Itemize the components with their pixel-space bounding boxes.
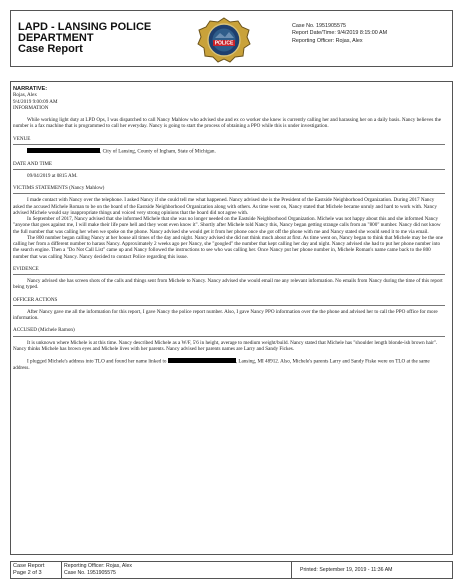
narrative-label: NARRATIVE:	[13, 86, 48, 92]
date-time-heading: DATE AND TIME	[13, 160, 53, 167]
redacted-address	[168, 358, 236, 363]
section-divider	[13, 169, 445, 170]
footer-doc-info	[11, 562, 61, 578]
intro-paragraph: While working light duty at LPD Ops, I was dispatched to call Nancy Mahlow who advised she and ex co worker she knew is currently calling her and harassing her on a daily basis. Nancy believes the number is a fax machine that is programmed to call her everyday. Nancy is going to start the process of obtaining a PPO while this is under investigation.	[13, 117, 441, 130]
accused-paragraph-2-part-b: , Lansing, MI 48912. Also, Michele's parents Larry and Sandy Fiske were on TLO at the same address.	[13, 358, 430, 371]
accused-paragraph-1: It is unknown where Michele is at this time. Nancy described Michele as a W/F, 5'6 in height, average to medium weight/build. Nancy stated that Michele has "shoulder length blonde-ish brown hair". Nancy thinks Michele has brown eyes and Michele lives with her parents. Nancy advised her parents names are Larry and Sandy Fickes.	[13, 339, 438, 352]
reporting-officer: Reporting Officer: Rojas, Alex	[292, 37, 363, 44]
page-number: Page 2 of 3	[13, 570, 42, 576]
footer-document-type: Case Report	[13, 563, 45, 569]
accused-paragraph-2	[13, 358, 445, 371]
victims-heading: VICTIMS STATEMENTS (Nancy Mahlow)	[13, 185, 105, 191]
narrative-author: Rojas, Alex	[13, 92, 37, 99]
department-name-line1: LAPD - LANSING POLICE	[18, 21, 152, 33]
footer-reporting-officer: Reporting Officer: Rojas, Alex	[64, 563, 132, 569]
venue-heading: VENUE	[13, 135, 31, 142]
document-type: Case Report	[18, 43, 83, 55]
section-divider	[13, 305, 445, 306]
footer-officer-info	[62, 562, 182, 578]
footer-printed-date: Printed: September 19, 2019 - 11:36 AM	[300, 566, 393, 573]
victims-paragraph-1: I made contact with Nancy over the telephone. I asked Nancy if she could tell me what happened. Nancy advised she is the President of the Eastside Neighborhood Organization. During 2017 Nancy asked the accused Michele Roman to be on the board of the Eastside Neighborhood Organization along with others. As time went on, Nancy stated that Michele became unruly and hard to work with. Nancy advised Michele would say inappropriate things and voiced very strong opinions that the board did not agree with.	[13, 197, 437, 216]
department-name-line2: DEPARTMENT	[18, 32, 94, 44]
officer-actions-paragraph: After Nancy gave me all the information for this report, I gave Nancy the police report number. Also, I gave Nancy PPO information over the the phone and advised her to call the PPO office for more information.	[13, 308, 438, 321]
narrative-content	[13, 86, 445, 371]
police-badge-logo	[196, 16, 252, 64]
section-divider	[13, 274, 445, 275]
footer-case-number: Case No. 1951905575	[64, 570, 116, 576]
narrative-type: INFORMATION	[13, 104, 49, 111]
case-number: Case No. 1951905575	[292, 23, 346, 29]
section-divider	[13, 336, 445, 337]
officer-actions-heading: OFFICER ACTIONS	[13, 296, 58, 303]
report-datetime: Report Date/Time: 9/4/2019 8:15:00 AM	[292, 30, 388, 37]
narrative-datetime: 9/4/2019 9:00:09 AM	[13, 98, 58, 105]
evidence-paragraph: Nancy advised she has screen shots of the calls and things sent from Michele to Nancy. Nancy advised she would email me any relevant information. No emails from Nancy during the time of this report being typed.	[13, 278, 443, 291]
venue-line	[13, 148, 445, 155]
section-divider	[13, 193, 445, 194]
accused-paragraph-2-part-a: I plugged Michele's address into TLO and found her name linked to	[27, 358, 167, 365]
section-divider	[13, 144, 445, 145]
venue-text: , City of Lansing, County of Ingham, State of Michigan.	[100, 148, 216, 155]
badge-text: POLICE	[214, 40, 234, 47]
report-meta	[292, 23, 387, 45]
redacted-address	[27, 148, 100, 153]
victims-paragraph-2: In September of 2017, Nancy advised that she informed Michele that she was no longer needed on the Eastside Neighborhood Organization. Michele was not happy about this and she informed Nancy "anyone that goes against me, I will make their life pure hell and they wont even know it". Shortly after Michele told Nancy this, Nancy began getting strange calls from an "800" number. Nancy did not know the full number that was calling her when we spoke on the phone. Nancy advised she would get it from her phone once she got off the phone with me and Nancy stated she would send it to me via email.	[13, 216, 441, 235]
page-footer	[10, 561, 453, 579]
evidence-heading: EVIDENCE	[13, 265, 39, 272]
department-block	[18, 22, 151, 55]
date-time-text: 09/04/2019 at 0815 AM.	[27, 172, 78, 179]
accused-heading: ACCUSED (Michele Ramon)	[13, 327, 75, 334]
victims-paragraph-3: The 800 number began calling Nancy at her house all times of the day and night. Nancy advised she did not think much about at first. As time went on, Nancy began to think that Michele may be the one calling her from a different number to harass Nancy. Approximately 2 weeks ago per Nancy, she "googled" the number that kept calling her day and night. Nancy advised she had to put her phone number into the search engine. Then a "Do Not Call List" came up and Nancy followed the instructions to see who was calling her. Once Nancy put her phone number in, Michele Roman's name came back to the 800 number that was calling Nancy. Nancy decided to contact Police regarding this issue.	[13, 234, 443, 260]
